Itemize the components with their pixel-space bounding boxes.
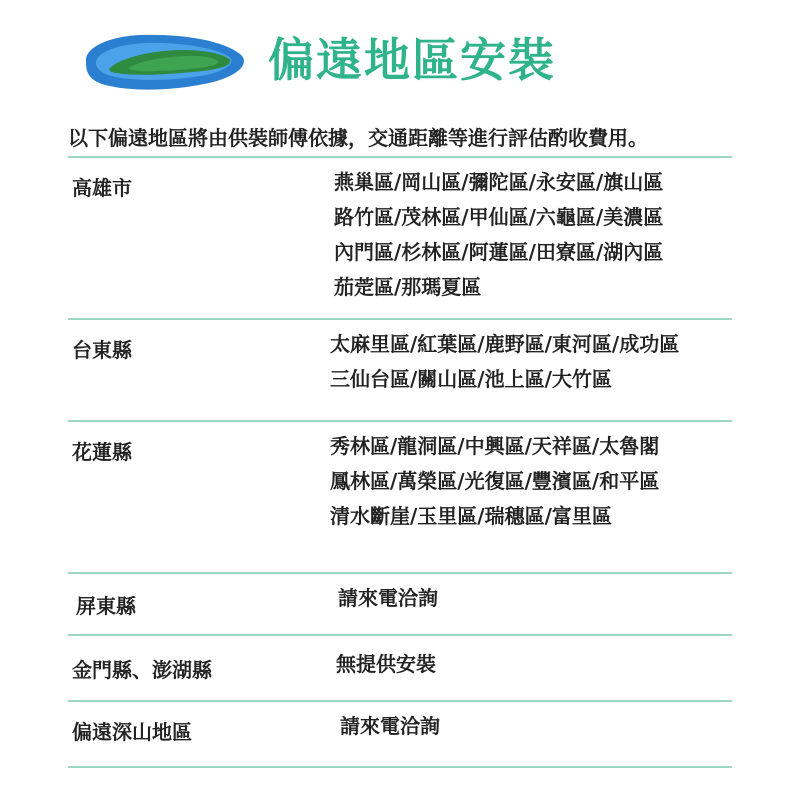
divider bbox=[68, 700, 732, 702]
area-line: 太麻里區/紅葉區/鹿野區/東河區/成功區 bbox=[330, 332, 680, 356]
area-line: 請來電洽詢 bbox=[338, 586, 438, 610]
area-list bbox=[330, 330, 679, 400]
area-list bbox=[336, 650, 436, 685]
area-line: 清水斷崖/玉里區/瑞穗區/富里區 bbox=[330, 504, 612, 528]
region-name: 金門縣、澎湖縣 bbox=[72, 658, 212, 682]
area-line: 秀林區/龍洞區/中興區/天祥區/太魯閣 bbox=[330, 434, 660, 458]
region-name: 高雄市 bbox=[72, 176, 132, 200]
area-list bbox=[338, 584, 438, 619]
area-list bbox=[340, 712, 440, 747]
area-line: 無提供安裝 bbox=[336, 652, 436, 676]
area-line: 請來電洽詢 bbox=[340, 714, 440, 738]
area-line: 三仙台區/關山區/池上區/大竹區 bbox=[330, 367, 612, 391]
area-line: 茄萣區/那瑪夏區 bbox=[334, 275, 482, 299]
area-line: 鳳林區/萬榮區/光復區/豐濱區/和平區 bbox=[330, 469, 660, 493]
area-line: 路竹區/茂林區/甲仙區/六龜區/美濃區 bbox=[334, 205, 664, 229]
divider bbox=[68, 318, 732, 320]
area-list bbox=[330, 432, 659, 537]
region-name: 偏遠深山地區 bbox=[72, 720, 192, 744]
area-line: 內門區/杉林區/阿蓮區/田寮區/湖內區 bbox=[334, 240, 664, 264]
intro-text: 以下偏遠地區將由供裝師傅依據，交通距離等進行評估酌收費用。 bbox=[68, 126, 648, 150]
island-icon bbox=[72, 28, 252, 98]
page-title: 偏遠地區安裝 bbox=[268, 33, 556, 87]
divider bbox=[68, 766, 732, 768]
region-name: 花蓮縣 bbox=[72, 440, 132, 464]
region-name: 屏東縣 bbox=[76, 594, 136, 618]
area-list bbox=[334, 168, 663, 308]
header bbox=[72, 20, 692, 100]
divider bbox=[68, 634, 732, 636]
divider bbox=[68, 572, 732, 574]
area-line: 燕巢區/岡山區/彌陀區/永安區/旗山區 bbox=[334, 170, 664, 194]
region-name: 台東縣 bbox=[72, 338, 132, 362]
divider bbox=[68, 420, 732, 422]
divider bbox=[68, 156, 732, 158]
